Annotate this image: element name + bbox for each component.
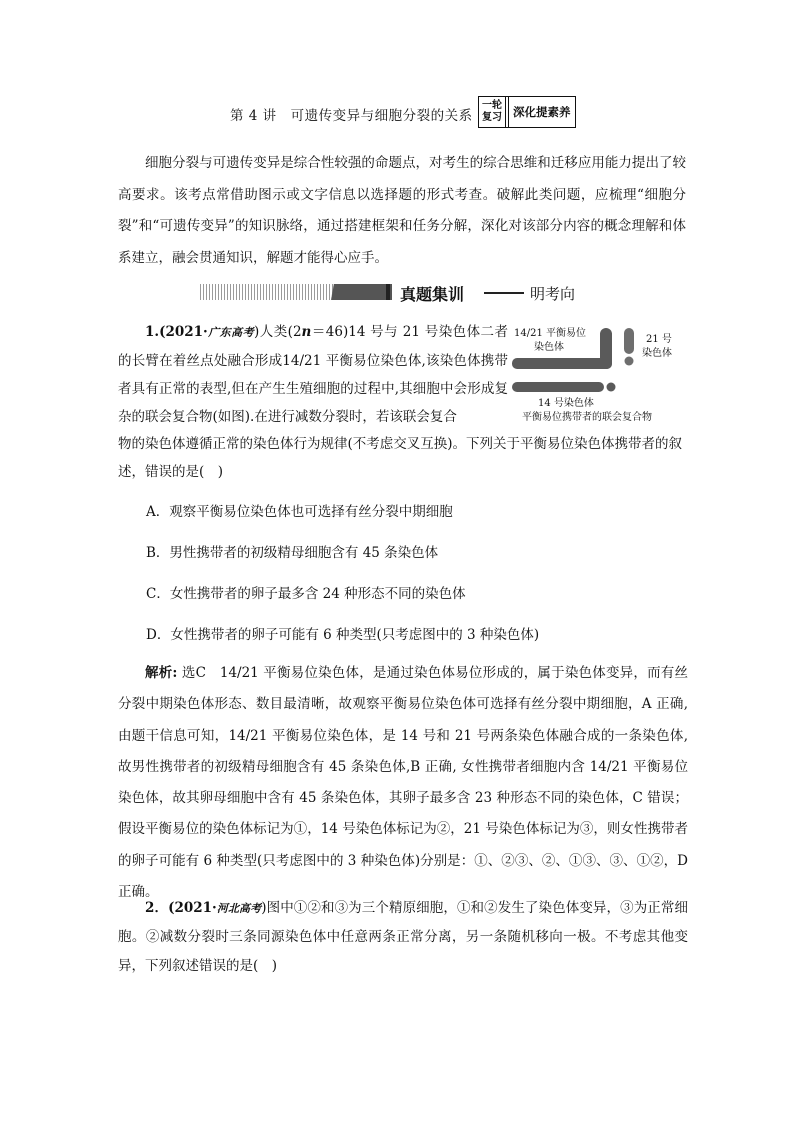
question-1-stem [118, 318, 508, 431]
analysis-paragraph [118, 658, 688, 908]
option-c: C．女性携带者的卵子最多含 24 种形态不同的染色体 [146, 586, 466, 602]
chromosome-14-centromere [607, 383, 616, 392]
diagram-caption: 平衡易位携带者的联会复合物 [522, 412, 652, 423]
question-1-text-a: )人类(2 [254, 324, 302, 340]
question-1-n: n [301, 324, 312, 340]
label-translocation-line1: 14/21 平衡易位 [514, 328, 586, 339]
banner-bar-decoration [386, 284, 390, 300]
synapsis-diagram [508, 318, 698, 432]
translocation-vertical-arm [600, 328, 612, 369]
option-b: B．男性携带者的初级精母细胞含有 45 条染色体 [146, 545, 439, 561]
question-1-source: 广东高考 [207, 326, 255, 339]
badge-round-top: 一轮 [482, 100, 502, 111]
label-translocation-line2: 染色体 [534, 342, 564, 353]
question-1-stem-tail: 物的染色体遵循正常的染色体行为规律(不考虑交叉互换)。下列关于平衡易位染色体携带者的叙述，错误的是( ) [118, 436, 683, 480]
section-banner [200, 282, 590, 302]
chromosome-14-arm [512, 382, 604, 392]
chromosome-21-arm [624, 328, 634, 354]
banner-title: 真题集训 [400, 285, 465, 304]
banner-dash [484, 292, 524, 294]
intro-paragraph: 细胞分裂与可遗传变异是综合性较强的命题点，对考生的综合思维和迁移应用能力提出了较高要求。该考点常借助图示或文字信息以选择题的形式考查。破解此类问题，应梳理“细胞分裂”和“可遗传变异”的知识脉络，通过搭建框架和任务分解，深化对该部分内容的概念理解和体系建立，融会贯通知识，解题才能得心应手。 [118, 155, 686, 266]
question-1-number: 1. [145, 324, 160, 340]
analysis-text: 选C 14/21 平衡易位染色体，是通过染色体易位形成的，属于染色体变异，而有丝分裂中期染色体形态、数目最清晰，故观察平衡易位染色体可选择有丝分裂中期细胞，A 正确, 由题干信息可知，14/21 平衡易位染色体，是 14 号和 21 号两条染色体融合成的一条染色体,故男性携带者的初级精母细胞含有 45 条染色体,B 正确, 女性携带者细胞内含 14/21 平衡易位染色体，故其卵母细胞中含有 45 条染色体，其卵子最多含 23 种形态不同的染色体，C 错误；假设平衡易位的染色体标记为①，14 号染色体标记为②，21 号染色体标记为③，则女性携带者的卵子可能有 6 种类型(只考虑图中的 3 种染色体)分别是：①、②③、②、①③、③、①②，D 正确。 [118, 665, 688, 901]
option-a: A．观察平衡易位染色体也可选择有丝分裂中期细胞 [146, 504, 453, 520]
label-21-line2: 染色体 [642, 348, 672, 359]
badge-round-bottom: 复习 [482, 112, 502, 123]
banner-subtitle: 明考向 [530, 285, 576, 303]
question-1-year: (2021· [159, 324, 208, 340]
question-2-text: )图中①②和③为三个精原细胞，①和②发生了染色体变异，③为正常细胞。②减数分裂时三条同源染色体中任意两条正常分离，另一条随机移向一极。不考虑其他变异，下列叙述错误的是( ) [118, 900, 688, 974]
badge-deepen-label: 深化提素养 [508, 97, 575, 127]
question-2-year: (2021· [168, 900, 217, 916]
question-2-stem [118, 894, 688, 981]
chromosome-21-centromere [625, 357, 634, 366]
review-badge [478, 96, 576, 128]
page-title: 第 4 讲 可遗传变异与细胞分裂的关系 [230, 108, 473, 124]
option-d: D．女性携带者的卵子可能有 6 种类型(只考虑图中的 3 种染色体) [146, 627, 540, 643]
question-2-number: 2． [145, 900, 169, 916]
label-21-line1: 21 号 [646, 334, 672, 345]
label-14: 14 号染色体 [538, 398, 594, 409]
analysis-label: 解析: [145, 665, 178, 681]
banner-dark-decoration [320, 284, 392, 300]
question-2-source: 河北高考 [216, 902, 262, 915]
badge-round-label [479, 97, 506, 127]
question-1-text-b: ＝46)14 号与 21 号染色体二者的长臂在着丝点处融合形成14/21 平衡易位染色体,该染色体携带者具有正常的表型,但在产生生殖细胞的过程中,其细胞中会形成复杂的联会复合物(如图).在进行减数分裂时，若该联会复合 [118, 324, 509, 425]
translocation-horizontal-arm [512, 358, 612, 369]
